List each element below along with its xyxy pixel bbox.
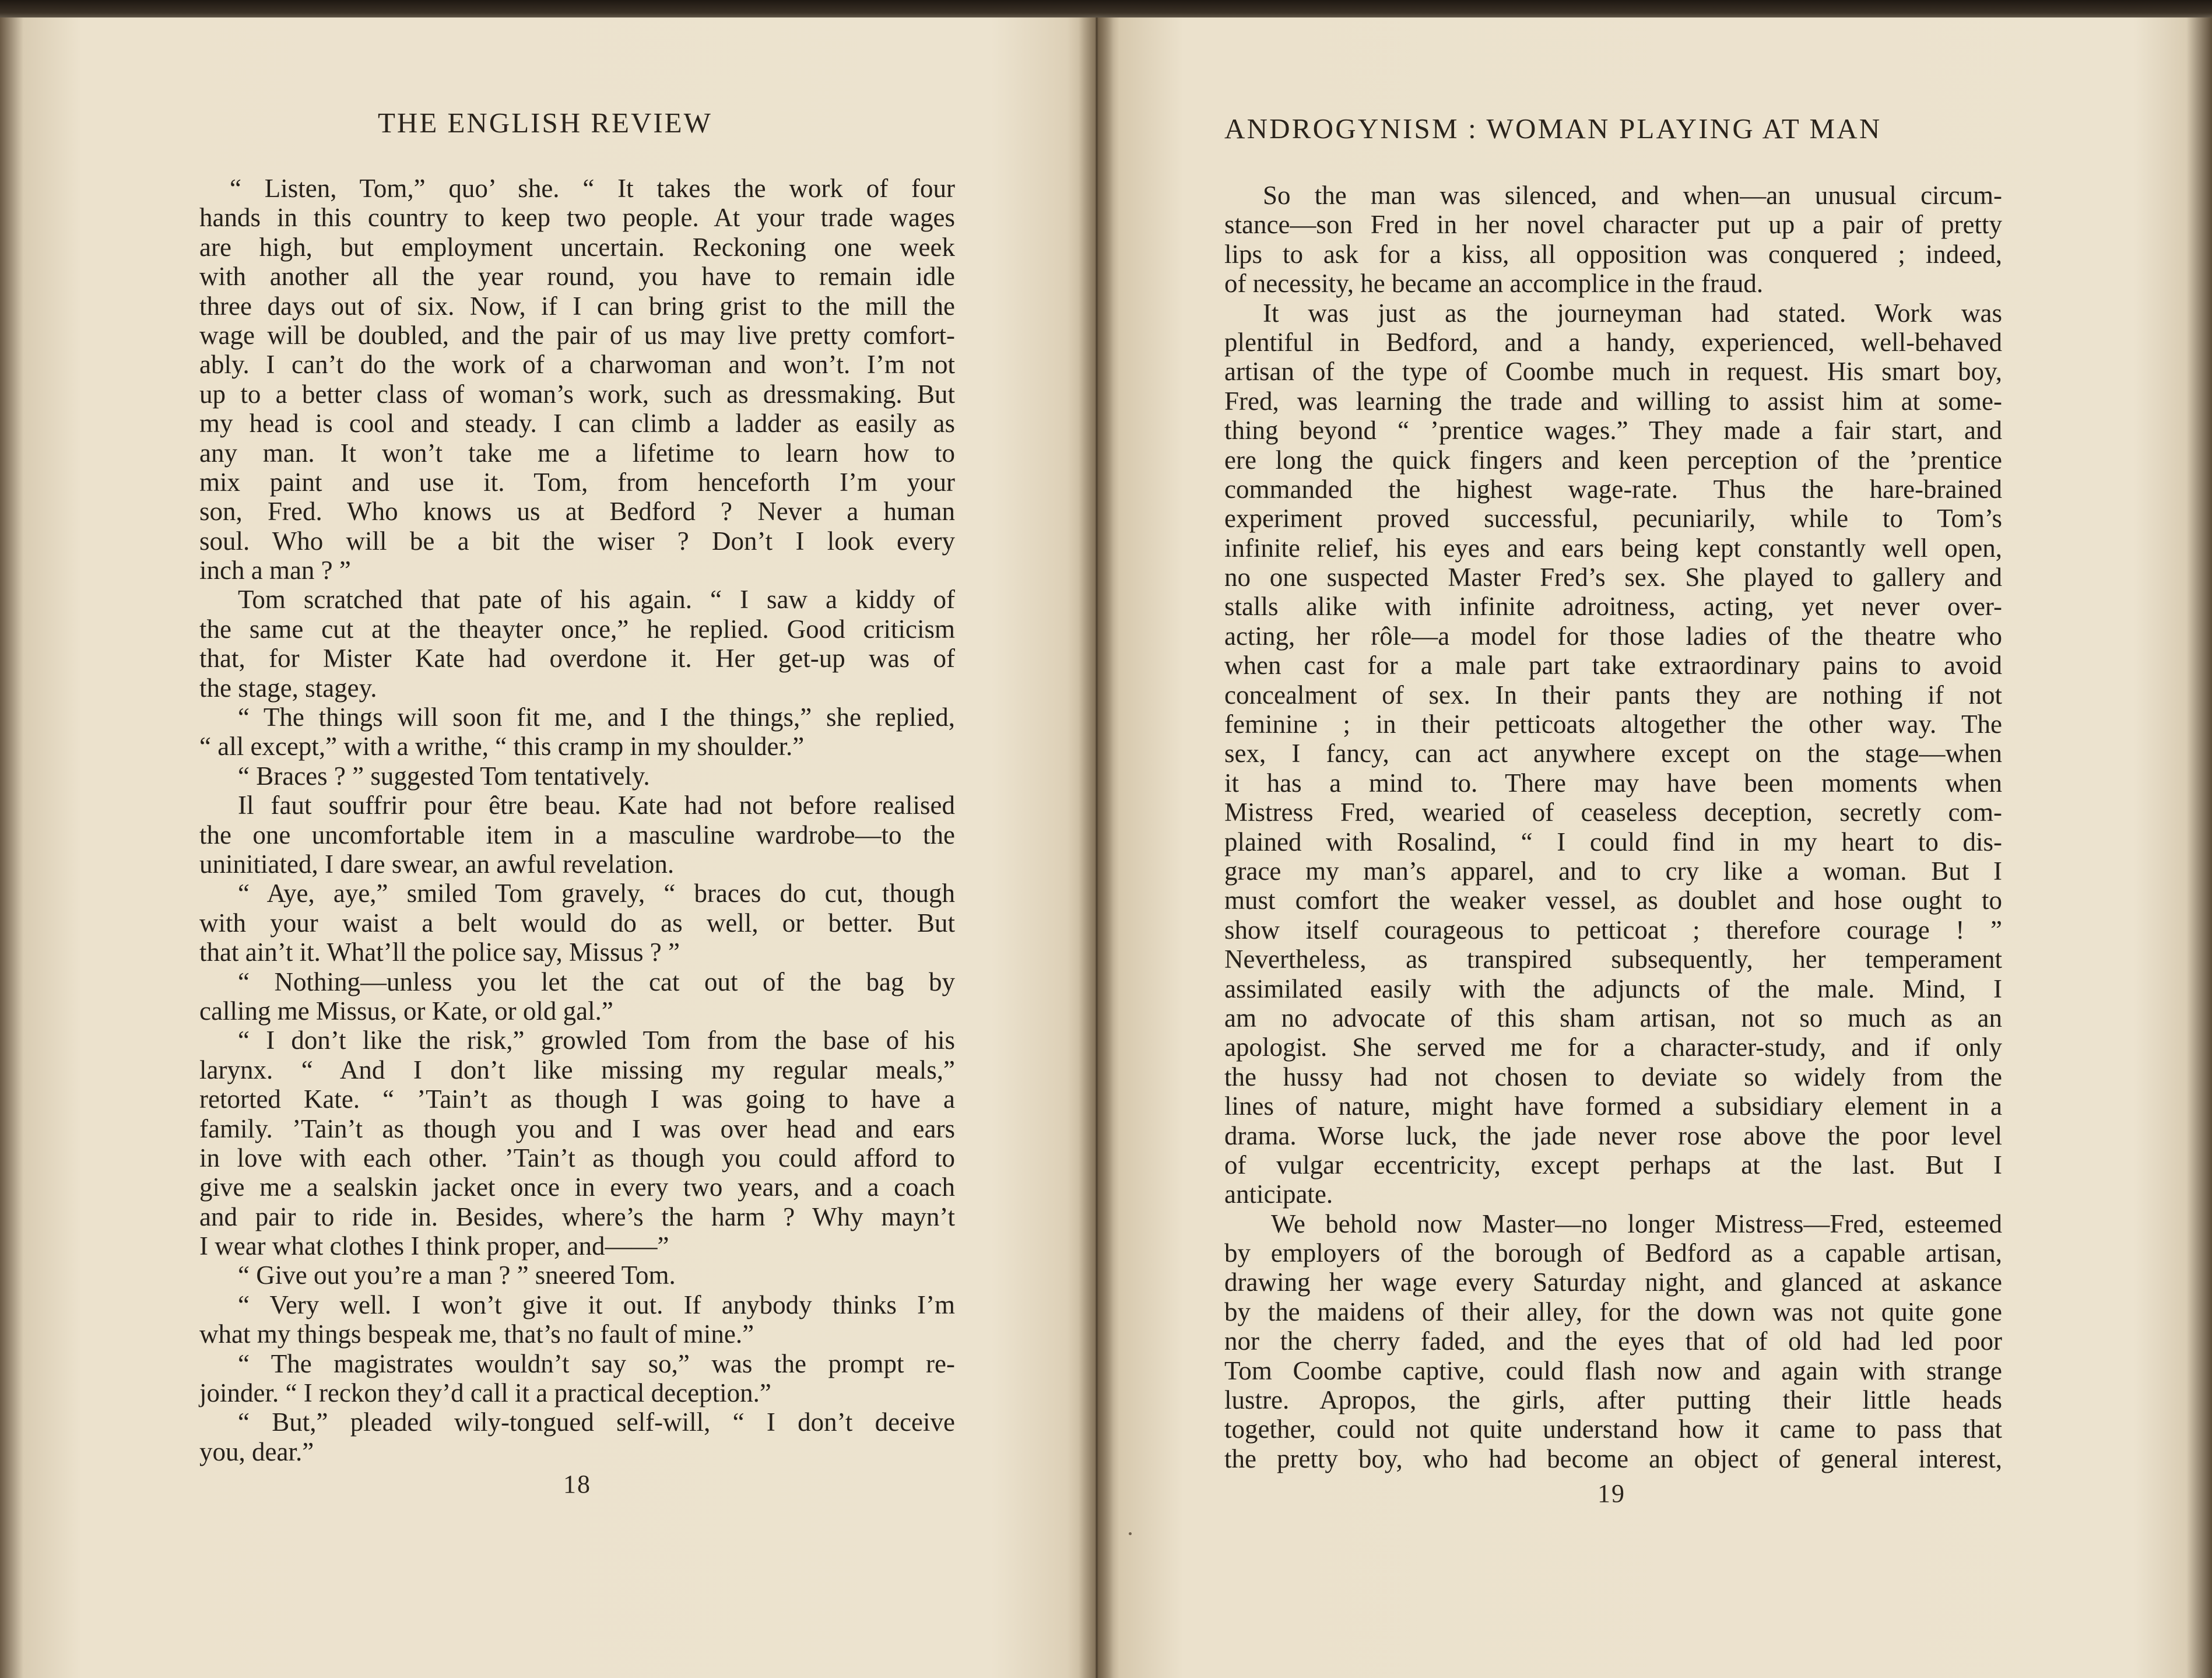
text-line: “ Give out you’re a man ? ” sneered Tom. (238, 1261, 676, 1290)
left-page-body (199, 174, 955, 1466)
text-line: plained with Rosalind, “ I could find in my heart to dis- (1224, 827, 2002, 856)
text-line: up to a better class of woman’s work, such as dressmaking. But (199, 379, 955, 409)
text-line: the same cut at the theayter once,” he replied. Good criticism (199, 614, 955, 644)
text-line: “ all except,” with a writhe, “ this cramp in my shoulder.” (199, 732, 805, 761)
text-line: feminine ; in their petticoats altogether the other way. The (1224, 710, 2002, 739)
text-line: hands in this country to keep two people. At your trade wages (199, 203, 955, 233)
running-head-left: THE ENGLISH REVIEW (378, 107, 712, 139)
text-line: experiment proved successful, pecuniarily, while to Tom’s (1224, 504, 2002, 533)
text-line: thing beyond “ ’prentice wages.” They made a fair start, and (1224, 416, 2002, 445)
text-line: “ Nothing—unless you let the cat out of the bag by (238, 967, 955, 996)
text-line: what my things bespeak me, that’s no fault of mine.” (199, 1319, 754, 1349)
text-line: Tom Coombe captive, could flash now and again with strange (1224, 1356, 2002, 1385)
text-line: drama. Worse luck, the jade never rose above the poor level (1224, 1121, 2002, 1150)
text-line: you, dear.” (199, 1437, 314, 1466)
running-head-right: ANDROGYNISM : WOMAN PLAYING AT MAN (1224, 113, 1882, 145)
text-line: We behold now Master—no longer Mistress—Fred, esteemed (1271, 1209, 2002, 1238)
text-line: that ain’t it. What’ll the police say, Missus ? ” (199, 938, 680, 967)
text-line: It was just as the journeyman had stated. Work was (1263, 298, 2002, 328)
text-line: stalls alike with infinite adroitness, acting, yet never over- (1224, 592, 2002, 622)
text-line: “ Very well. I won’t give it out. If anybody thinks I’m (238, 1290, 955, 1319)
page-number-right: 19 (1597, 1479, 1625, 1508)
left-page (0, 17, 1096, 1678)
text-line: the pretty boy, who had become an object of general interest, (1224, 1444, 2002, 1473)
text-line: Mistress Fred, wearied of ceaseless deception, secretly com- (1224, 798, 2002, 827)
page-number-left: 18 (563, 1470, 591, 1498)
text-line: my head is cool and steady. I can climb a ladder as easily as (199, 409, 955, 438)
text-line: nor the cherry faded, and the eyes that of old had led poor (1224, 1326, 2002, 1356)
text-line: concealment of sex. In their pants they are nothing if not (1224, 680, 2002, 710)
text-line: by the maidens of their alley, for the down was not quite gone (1224, 1297, 2002, 1326)
text-line: of necessity, he became an accomplice in the fraud. (1224, 269, 1764, 299)
text-line: artisan of the type of Coombe much in request. His smart boy, (1224, 357, 2002, 387)
text-line: infinite relief, his eyes and ears being kept constantly well open, (1224, 533, 2002, 563)
text-line: the hussy had not chosen to deviate so widely from the (1224, 1062, 2002, 1091)
text-line: I wear what clothes I think proper, and——” (199, 1231, 669, 1261)
text-line: “ Aye, aye,” smiled Tom gravely, “ braces do cut, though (238, 879, 955, 908)
text-line: drawing her wage every Saturday night, and glanced at askance (1224, 1268, 2002, 1297)
right-page (1096, 17, 2212, 1678)
text-line: of vulgar eccentricity, except perhaps at the last. But I (1224, 1150, 2002, 1179)
text-line: “ Listen, Tom,” quo’ she. “ It takes the work of four (230, 174, 955, 203)
text-line: it has a mind to. There may have been moments when (1224, 768, 2002, 798)
text-line: joinder. “ I reckon they’d call it a practical deception.” (199, 1378, 771, 1408)
text-line: mix paint and use it. Tom, from henceforth I’m your (199, 467, 955, 497)
text-line: son, Fred. Who knows us at Bedford ? Never a human (199, 497, 955, 526)
text-line: wage will be doubled, and the pair of us may live pretty comfort- (199, 320, 955, 350)
text-line: the one uncomfortable item in a masculine wardrobe—to the (199, 820, 955, 849)
text-line: any man. It won’t take me a lifetime to learn how to (199, 438, 955, 468)
text-line: sex, I fancy, can act anywhere except on the stage—when (1224, 739, 2002, 768)
text-line: are high, but employment uncertain. Reckoning one week (199, 232, 955, 262)
text-line: ably. I can’t do the work of a charwoman and won’t. I’m not (199, 350, 955, 380)
text-line: stance—son Fred in her novel character put up a pair of pretty (1224, 210, 2002, 240)
text-line: with your waist a belt would do as well, or better. But (199, 908, 955, 938)
text-line: the stage, stagey. (199, 673, 377, 703)
text-line: in love with each other. ’Tain’t as though you could afford to (199, 1143, 955, 1173)
paper-speck (1129, 1532, 1132, 1535)
text-line: “ I don’t like the risk,” growled Tom from the base of his (238, 1026, 955, 1055)
text-line: inch a man ? ” (199, 556, 351, 585)
text-line: Tom scratched that pate of his again. “ I saw a kiddy of (238, 585, 955, 615)
text-line: “ The magistrates wouldn’t say so,” was the prompt re- (238, 1349, 955, 1378)
text-line: anticipate. (1224, 1179, 1333, 1209)
text-line: am no advocate of this sham artisan, not so much as an (1224, 1003, 2002, 1033)
text-line: grace my man’s apparel, and to cry like a woman. But I (1224, 856, 2002, 886)
text-line: and pair to ride in. Besides, where’s the harm ? Why mayn’t (199, 1202, 955, 1231)
text-line: family. ’Tain’t as though you and I was over head and ears (199, 1114, 955, 1143)
text-line: Nevertheless, as transpired subsequently, her temperament (1224, 945, 2002, 974)
text-line: together, could not quite understand how it came to pass that (1224, 1414, 2002, 1444)
text-line: calling me Missus, or Kate, or old gal.” (199, 996, 613, 1026)
text-line: ere long the quick fingers and keen perception of the ’prentice (1224, 445, 2002, 475)
text-line: uninitiated, I dare swear, an awful revelation. (199, 849, 675, 879)
text-line: apologist. She served me for a character-study, and if only (1224, 1033, 2002, 1062)
book-gutter (1079, 17, 1114, 1678)
text-line: when cast for a male part take extraordinary pains to avoid (1224, 651, 2002, 680)
text-line: acting, her rôle—a model for those ladies of the theatre who (1224, 621, 2002, 651)
text-line: lines of nature, might have formed a subsidiary element in a (1224, 1091, 2002, 1121)
text-line: lips to ask for a kiss, all opposition was conquered ; indeed, (1224, 239, 2002, 269)
right-page-body (1224, 181, 2002, 1473)
text-line: Fred, was learning the trade and willing to assist him at some- (1224, 386, 2002, 416)
text-line: Il faut souffrir pour être beau. Kate had not before realised (238, 791, 955, 820)
text-line: “ But,” pleaded wily-tongued self-will, “ I don’t deceive (238, 1407, 955, 1437)
text-line: by employers of the borough of Bedford as a capable artisan, (1224, 1238, 2002, 1268)
text-line: retorted Kate. “ ’Tain’t as though I was going to have a (199, 1084, 955, 1114)
text-line: “ Braces ? ” suggested Tom tentatively. (238, 761, 650, 791)
text-line: larynx. “ And I don’t like missing my regular meals,” (199, 1055, 955, 1084)
text-line: three days out of six. Now, if I can bring grist to the mill the (199, 291, 955, 321)
text-line: no one suspected Master Fred’s sex. She played to gallery and (1224, 563, 2002, 592)
text-line: must comfort the weaker vessel, as doublet and hose ought to (1224, 886, 2002, 915)
text-line: that, for Mister Kate had overdone it. Her get-up was of (199, 644, 955, 673)
text-line: show itself courageous to petticoat ; therefore courage ! ” (1224, 915, 2002, 945)
text-line: with another all the year round, you have to remain idle (199, 262, 955, 292)
text-line: give me a sealskin jacket once in every two years, and a coach (199, 1173, 955, 1202)
text-line: plentiful in Bedford, and a handy, experienced, well-behaved (1224, 327, 2002, 357)
text-line: lustre. Apropos, the girls, after putting their little heads (1224, 1385, 2002, 1415)
text-line: commanded the highest wage-rate. Thus the hare-brained (1224, 474, 2002, 504)
text-line: So the man was silenced, and when—an unusual circum- (1263, 181, 2002, 210)
text-line: assimilated easily with the adjuncts of the male. Mind, I (1224, 974, 2002, 1003)
text-line: “ The things will soon fit me, and I the things,” she replied, (238, 703, 955, 732)
text-line: soul. Who will be a bit the wiser ? Don’t I look every (199, 526, 955, 556)
